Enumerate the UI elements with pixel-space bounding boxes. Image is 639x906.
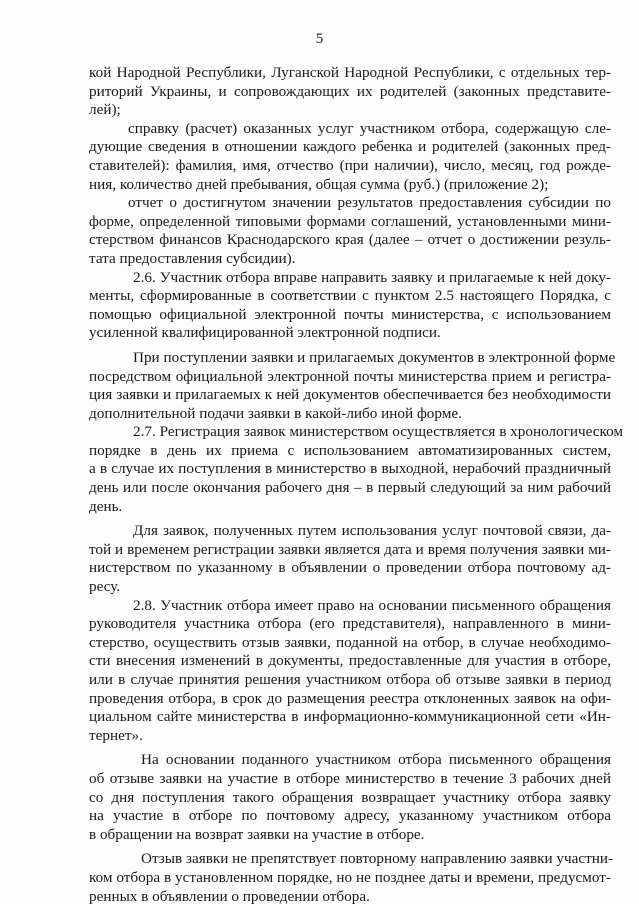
- paragraph-2-7: [89, 423, 624, 516]
- text-line: нистерством по указанному в объявлении о проведении отбора почтовому ад-: [89, 559, 611, 577]
- text-line: 2.8. Участник отбора имеет право на основании письменного обращения: [133, 596, 611, 614]
- text-line: Для заявок, полученных путем использования услуг почтовой связи, да-: [133, 522, 611, 540]
- paragraph-list-item-continuation: [89, 64, 611, 120]
- paragraph-withdrawal-no-obstacle: [89, 850, 614, 906]
- text-line: справку (расчет) оказанных услуг участником отбора, содержащую сле-: [128, 119, 611, 137]
- text-line: форме, определенной типовыми формами соглашений, установленными мини-: [89, 212, 611, 230]
- text-line: проведения отбора, в срок до размещения реестра отклоненных заявок на офи-: [89, 689, 611, 707]
- text-line: в обращении на возврат заявки на участие в отборе.: [89, 825, 425, 843]
- text-line: При поступлении заявки и прилагаемых документов в электронной форме: [133, 348, 616, 366]
- text-line: руководителя участника отбора (его представителя), направленного в мини-: [89, 615, 611, 633]
- paragraph-2-6: [89, 269, 611, 343]
- text-line: 2.7. Регистрация заявок министерством осуществляется в хронологическом: [133, 423, 624, 441]
- text-line: Отзыв заявки не препятствует повторному направлению заявки участни-: [141, 850, 614, 868]
- text-line: дующие сведения в отношении каждого ребенка и родителей (законных пред-: [89, 138, 611, 156]
- text-line: кой Народной Республики, Луганской Народной Республики, с отдельных тер-: [89, 64, 611, 81]
- paragraph-2-8: [89, 597, 611, 746]
- paragraph-results-report: [89, 194, 611, 268]
- text-line: об отзыве заявки на участие в отборе министерство в течение 3 рабочих дней: [89, 769, 611, 787]
- text-line: усиленной квалифицированной электронной подписи.: [89, 324, 441, 342]
- text-line: ренных в объявлении о проведении отбора.: [89, 887, 370, 905]
- text-line: На основании поданного участником отбора письменного обращения: [141, 751, 611, 769]
- text-line: стерство, осуществить отзыв заявки, поданной на отбор, в случае необходимо-: [89, 633, 611, 651]
- paragraph-withdrawal-return: [89, 751, 611, 844]
- text-line: тернет».: [89, 726, 143, 744]
- paragraph-electronic-submission: [89, 348, 616, 423]
- text-line: или в случае принятия решения участником отбора об отзыве заявки в период: [89, 671, 611, 688]
- paragraph-calculation-certificate: [89, 120, 611, 194]
- text-line: помощью официальной электронной почты министерства, с использованием: [89, 305, 611, 323]
- text-line: ком отбора в установленном порядке, но не позднее даты и времени, предусмот-: [89, 868, 611, 886]
- text-line: день.: [89, 497, 123, 515]
- text-line: со дня поступления такого обращения возвращает участнику отбора заявку: [89, 788, 611, 806]
- text-line: риторий Украины, и сопровождающих их родителей (законных представите-: [89, 82, 611, 100]
- text-line: сти внесения изменений в документы, предоставленные для участия в отборе,: [89, 652, 611, 670]
- text-line: 2.6. Участник отбора вправе направить заявку и прилагаемые к ней доку-: [133, 268, 611, 286]
- text-line: той и временем регистрации заявки является дата и время получения заявки ми-: [89, 540, 611, 558]
- text-line: на участие в отборе по почтовому адресу, указанному участником отбора: [89, 807, 611, 825]
- text-line: порядке в день их приема с использованием автоматизированных систем,: [89, 441, 611, 459]
- paragraph-postal-submission: [89, 522, 611, 596]
- text-line: а в случае их поступления в министерство в выходной, нерабочий праздничный: [89, 460, 611, 478]
- text-line: менты, сформированные в соответствии с пунктом 2.5 настоящего Порядка, с: [89, 287, 611, 305]
- text-line: ния, количество дней пребывания, общая сумма (руб.) (приложение 2);: [89, 175, 549, 193]
- text-line: ставителей): фамилия, имя, отчество (при наличии), число, месяц, год рожде-: [89, 156, 611, 174]
- text-line: циальном сайте министерства в информационно-коммуникационной сети «Ин-: [89, 708, 611, 726]
- text-line: лей);: [89, 101, 121, 119]
- page-number: 5: [315, 31, 324, 47]
- text-line: ция заявки и прилагаемых к ней документов обеспечивается без необходимости: [89, 386, 611, 404]
- text-line: посредством официальной электронной почты министерства прием и регистра-: [89, 367, 611, 385]
- text-line: дополнительной подачи заявки в какой-либо иной форме.: [89, 404, 462, 422]
- text-line: тата предоставления субсидии).: [89, 249, 296, 267]
- text-line: ресу.: [89, 578, 121, 596]
- text-line: стерством финансов Краснодарского края (далее – отчет о достижении резуль-: [89, 231, 611, 249]
- text-line: отчет о достигнутом значении результатов предоставления субсидии по: [128, 194, 611, 212]
- text-line: день или после окончания рабочего дня – в первый следующий за ним рабочий: [89, 479, 611, 497]
- document-body: [89, 64, 624, 906]
